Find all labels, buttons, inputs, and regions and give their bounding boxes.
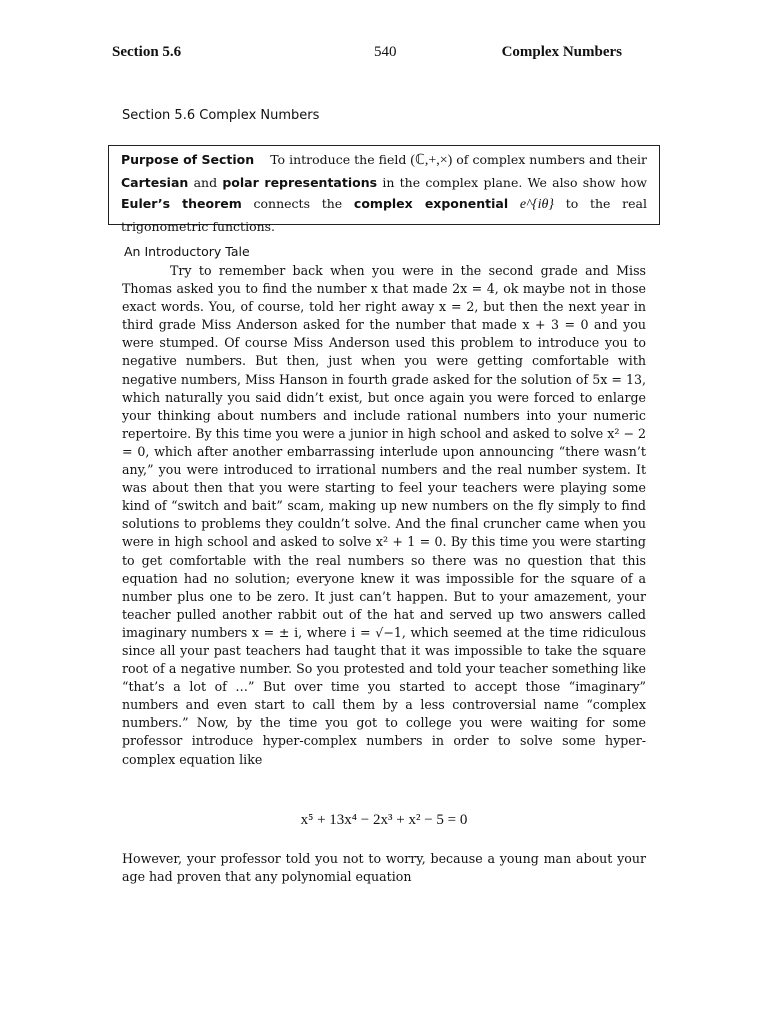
complex-field-notation: (ℂ,+,×) <box>410 153 453 168</box>
purpose-box <box>108 145 660 234</box>
header-chapter-title: Complex Numbers <box>501 44 622 60</box>
header-page-number: 540 <box>374 44 397 60</box>
tale-body <box>122 262 646 769</box>
polar-term: polar representations <box>222 174 378 190</box>
cartesian-term: Cartesian <box>121 174 189 190</box>
running-header <box>112 44 622 64</box>
euler-term: Euler’s theorem <box>121 196 242 211</box>
tale-heading: An Introductory Tale <box>124 244 250 259</box>
complex-exponential-term: complex exponential <box>353 196 509 211</box>
purpose-text-4: in the complex plane. We also show how <box>377 174 648 190</box>
purpose-text-2: of complex numbers and their <box>452 152 648 167</box>
purpose-text-5: connects the <box>241 196 354 211</box>
purpose-text-3: and <box>188 174 223 190</box>
polynomial-equation: x⁵ + 13x⁴ − 2x³ + x² − 5 = 0 <box>300 812 468 828</box>
purpose-text-6: to the real trigonometric functions. <box>121 196 648 234</box>
section-title: Section 5.6 Complex Numbers <box>122 108 320 123</box>
exponential-notation: e^{iθ} <box>519 197 554 212</box>
tale-paragraph: Try to remember back when you were in the second grade and Miss Thomas asked you to find the number x that made 2x = 4, ok maybe not in those exact words. You, of course, told her right away x = 2, but then the next year in third grade Miss Anderson asked for the number that made x + 3 = 0 and you were stumped. Of course Miss Anderson used this problem to introduce you to negative numbers. But then, just when you were getting comfortable with negative numbers, Miss Hanson in fourth grade asked for the solution of 5x = 13, which naturally you said didn’t exist, but once again you were forced to enlarge your thinking about numbers and include rational numbers into your numeric repertoire. By this time you were a junior in high school and asked to solve x² − 2 = 0, which after another embarrassing interlude upon announcing “there wasn’t any,” you were introduced to irrational numbers and the real number system. It was about then that you were starting to feel your teachers were playing some kind of “switch and bait” scam, making up new numbers on the fly simply to find solutions to problems they couldn’t solve. And the final cruncher came when you were in high school and asked to solve x² + 1 = 0. By this time you were starting to get comfortable with the real numbers so there was no question that this equation had no solution; everyone knew it was impossible for the square of a number plus one to be zero. It just can’t happen. But to your amazement, your teacher pulled another rabbit out of the hat and served up two answers called imaginary numbers x = ± i, where i = √−1, which seemed at the time ridiculous since all your past teachers had taught that it was impossible to take the square root of a negative number. So you protested and told your teacher something like “that’s a lot of …” But over time you started to accept those “imaginary” numbers and even start to call them by a less controversial name “complex numbers.” Now, by the time you got to college you were waiting for some professor introduce hyper-complex numbers in order to solve some hyper-complex equation like <box>122 263 646 767</box>
purpose-label: Purpose of Section <box>121 152 255 167</box>
purpose-text <box>121 149 647 237</box>
header-section-label: Section 5.6 <box>112 44 182 60</box>
closing-text <box>122 850 646 886</box>
closing-paragraph: However, your professor told you not to worry, because a young man about your age had proven that any polynomial equation <box>122 851 646 885</box>
purpose-text-1: To introduce the field <box>270 152 411 167</box>
